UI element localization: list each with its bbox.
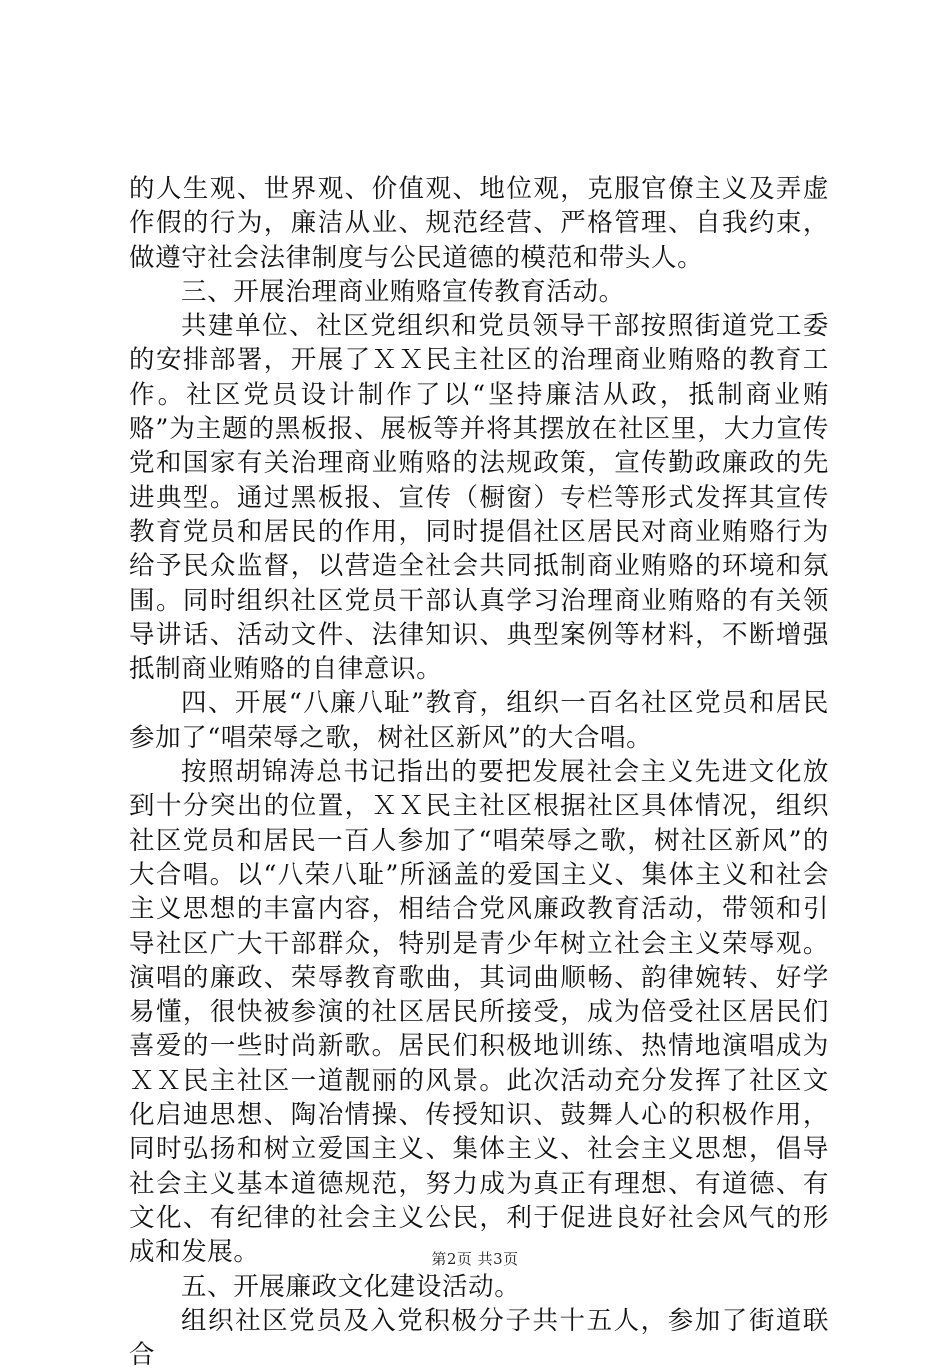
section-heading-3: 三、开展治理商业贿赂宣传教育活动。 (181, 276, 625, 307)
document-body (129, 172, 829, 1372)
paragraph-commercial-bribery: 共建单位、社区党组织和党员领导干部按照街道党工委的安排部署，开展了ＸＸ民主社区的治理商业贿赂的教育工作。社区党员设计制作了以“坚持廉洁从政，抵制商业贿赂”为主题的黑板报、展板等并将其摆放在社区里，大力宣传党和国家有关治理商业贿赂的法规政策，宣传勤政廉政的先进典型。通过黑板报、宣传（橱窗）专栏等形式发挥其宣传教育党员和居民的作用，同时提倡社区居民对商业贿赂行为给予民众监督，以营造全社会共同抵制商业贿赂的环境和氛围。同时组织社区党员干部认真学习治理商业贿赂的有关领导讲话、活动文件、法律知识、典型案例等材料，不断增强抵制商业贿赂的自律意识。 (129, 311, 829, 685)
paragraph-culture-building: 组织社区党员及入党积极分子共十五人，参加了街道联合 (129, 1305, 829, 1371)
paragraph-continuation: 的人生观、世界观、价值观、地位观，克服官僚主义及弄虚作假的行为，廉洁从业、规范经营、严格管理、自我约束，做遵守社会法律制度与公民道德的模范和带头人。 (129, 174, 829, 273)
page-number-footer: 第2页 共3页 (431, 1250, 519, 1268)
paragraph-choir-activity: 按照胡锦涛总书记指出的要把发展社会主义先进文化放到十分突出的位置，ＸＸ民主社区根据社区具体情况，组织社区党员和居民一百人参加了“唱荣辱之歌，树社区新风”的大合唱。以“八荣八耻”所涵盖的爱国主义、集体主义和社会主义思想的丰富内容，相结合党风廉政教育活动，带领和引导社区广大干部群众，特别是青少年树立社会主义荣辱观。演唱的廉政、荣辱教育歌曲，其词曲顺畅、韵律婉转、好学易懂，很快被参演的社区居民所接受，成为倍受社区居民们喜爱的一些时尚新歌。居民们积极地训练、热情地演唱成为ＸＸ民主社区一道靓丽的风景。此次活动充分发挥了社区文化启迪思想、陶冶情操、传授知识、鼓舞人心的积极作用，同时弘扬和树立爱国主义、集体主义、社会主义思想，倡导社会主义基本道德规范，努力成为真正有理想、有道德、有文化、有纪律的社会主义公民，利于促进良好社会风气的形成和发展。 (129, 757, 829, 1268)
section-heading-5: 五、开展廉政文化建设活动。 (181, 1271, 521, 1302)
section-heading-4: 四、开展“八廉八耻”教育，组织一百名社区党员和居民参加了“唱荣辱之歌，树社区新风”的大合唱。 (129, 688, 829, 753)
